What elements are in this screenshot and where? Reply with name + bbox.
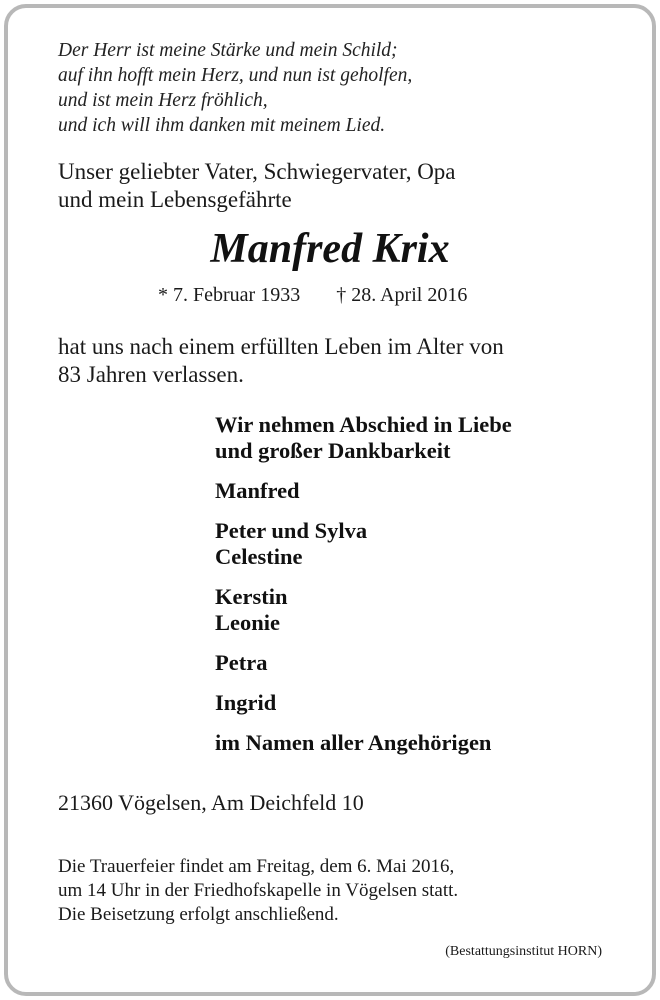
funeral-line: Die Trauerfeier findet am Freitag, dem 6. Mai 2016, [58, 856, 455, 877]
intro-text [58, 158, 456, 214]
mourner-group [215, 584, 512, 636]
intro-line: und mein Lebensgefährte [58, 187, 292, 212]
mourner-name: Manfred [215, 478, 300, 503]
intro-line: Unser geliebter Vater, Schwiegervater, Opa [58, 159, 456, 184]
death-date: † 28. April 2016 [336, 284, 468, 306]
psalm-line: Der Herr ist meine Stärke und mein Schild; [58, 40, 398, 61]
relatives-line-group [215, 730, 512, 756]
life-dates [158, 284, 467, 307]
passing-line: 83 Jahren verlassen. [58, 362, 244, 387]
mourner-name: Celestine [215, 544, 303, 569]
mourner-name: Leonie [215, 610, 280, 635]
funeral-home-credit: (Bestattungsinstitut HORN) [445, 944, 602, 959]
farewell-line: Wir nehmen Abschied in Liebe [215, 412, 512, 437]
family-address: 21360 Vögelsen, Am Deichfeld 10 [58, 790, 364, 815]
mourner-name: Ingrid [215, 690, 277, 715]
psalm-line: und ist mein Herz fröhlich, [58, 90, 268, 111]
passing-line: hat uns nach einem erfüllten Leben im Alter von [58, 334, 504, 359]
psalm-line: und ich will ihm danken mit meinem Lied. [58, 115, 386, 136]
funeral-line: um 14 Uhr in der Friedhofskapelle in Vögelsen statt. [58, 880, 459, 901]
mourners-list [215, 412, 512, 770]
mourner-group [215, 650, 512, 676]
psalm-line: auf ihn hofft mein Herz, und nun ist geholfen, [58, 65, 413, 86]
psalm-quote [58, 38, 412, 138]
mourner-name: Peter und Sylva [215, 518, 368, 543]
mourner-group [215, 690, 512, 716]
mourner-group [215, 478, 512, 504]
passing-text [58, 333, 504, 389]
relatives-line: im Namen aller Angehörigen [215, 730, 492, 755]
deceased-name: Manfred Krix [210, 226, 450, 272]
mourner-group [215, 518, 512, 570]
mourner-name: Kerstin [215, 584, 288, 609]
funeral-details [58, 855, 458, 927]
farewell-group [215, 412, 512, 464]
farewell-line: und großer Dankbarkeit [215, 438, 451, 463]
birth-date: * 7. Februar 1933 [158, 284, 301, 306]
mourner-name: Petra [215, 650, 268, 675]
funeral-line: Die Beisetzung erfolgt anschließend. [58, 904, 339, 925]
